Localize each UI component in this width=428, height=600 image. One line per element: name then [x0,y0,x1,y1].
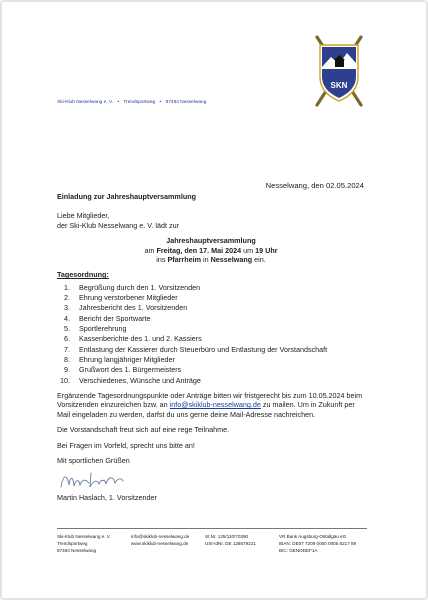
note-before-email: Ergänzende Tagesordnungspunkte oder Anträge bitten wir fristgerecht bis zum 10.05.2024 beim Vorsitzenden einzureichen bzw. an [57,390,363,410]
signature-icon [57,467,127,493]
letter-subject: Einladung zur Jahreshauptversammlung [57,192,196,201]
sender-separator: • [117,100,120,105]
event-when-prefix: am [144,245,157,255]
agenda-list [57,283,365,385]
signer-name: Martin Haslach, 1. Vorsitzender [57,493,157,503]
footer-bank [279,533,356,555]
footer-club: Ski-Klub Nesselwang e. V. [57,534,111,539]
footer-contact [131,533,189,547]
salutation: Liebe Mitglieder, [57,211,110,221]
sender-separator: • [159,100,162,105]
footer-divider [57,528,367,529]
agenda-item: 2. Ehrung verstorbener Mitglieder [72,293,365,302]
letter-date: Nesselwang, den 02.05.2024 [265,181,364,190]
footer-website: www.skiklub-nesselwang.de [131,541,189,547]
event-date: Freitag, den 17. Mai 2024 [156,245,242,255]
letter-body [57,192,365,503]
email-link[interactable]: info@skiklub-nesselwang.de [169,400,261,410]
event-town: Nesselwang [210,255,253,265]
event-details [57,236,365,264]
agenda-item: 6. Kassenberichte des 1. und 2. Kassiers [72,334,365,343]
event-title: Jahreshauptversammlung [166,236,256,246]
agenda-item: 1. Begrüßung durch den 1. Vorsitzenden [72,283,365,292]
closing-line-1: Die Vorstandschaft freut sich auf eine rege Teilnahme. [57,425,230,435]
event-when-mid: um [241,245,256,255]
footer-email: info@skiklub-nesselwang.de [131,534,190,539]
agenda-item: 9. Grußwort des 1. Bürgermeisters [72,365,365,374]
event-when [57,246,365,255]
regards: Mit sportlichen Grüßen [57,455,130,465]
event-where-prefix: ins [156,255,168,265]
event-where-suffix: ein. [252,255,266,265]
footer-iban: IBAN: DE07 7209 0000 0005 8217 89 [279,541,357,547]
event-time: 19 Uhr [255,245,278,255]
footer-vat-id: USt-IdNr. DE 128679221 [205,541,256,547]
sender-street: Trendsportweg [123,100,156,105]
event-place: Pfarrheim [167,255,201,265]
footer-address [57,533,111,555]
submission-note [57,391,365,419]
footer-city: 87484 Nesselwang [57,548,97,554]
agenda-item: 7. Entlastung der Kassierer durch Steuerbüro und Entlastung der Vorstandschaft [72,345,365,354]
agenda-heading: Tagesordnung: [57,270,109,280]
agenda-item: 5. Sportlerehrung [72,324,365,333]
footer-bank-name: VR Bank Augsburg-Ostallgäu eG [279,534,347,539]
agenda-item: 10. Verschiedenes, Wünsche und Anträge [72,376,365,385]
agenda-item: 4. Bericht der Sportwarte [72,314,365,323]
closing-line-2: Bei Fragen im Vorfeld, sprecht uns bitte an! [57,440,195,450]
footer-street: Trendsportweg [57,541,88,547]
sender-club: Ski-Klub Nesselwang e. V. [57,100,114,105]
intro-text: der Ski-Klub Nesselwang e. V. lädt zur [57,220,179,230]
agenda-item: 8. Ehrung langjähriger Mitglieder [72,355,365,364]
event-where-mid: in [201,255,211,265]
agenda-item: 3. Jahresbericht des 1. Vorsitzenden [72,303,365,312]
sender-address-line [57,100,209,105]
footer-bic: BIC: GENODEF1A [279,548,318,554]
sender-city: 87484 Nesselwang [165,100,207,105]
footer-tax-number: St.Nr. 125/110/70390 [205,534,249,539]
club-logo-icon [311,33,367,109]
event-where [57,255,365,264]
note-after-email: zu mailen. Um in Zukunft per Mail eingeladen zu werden, darfst du uns gerne deine Mail-Adresse nachreichen. [57,400,355,419]
logo-text: SKN [330,81,348,90]
footer-tax [205,533,256,547]
